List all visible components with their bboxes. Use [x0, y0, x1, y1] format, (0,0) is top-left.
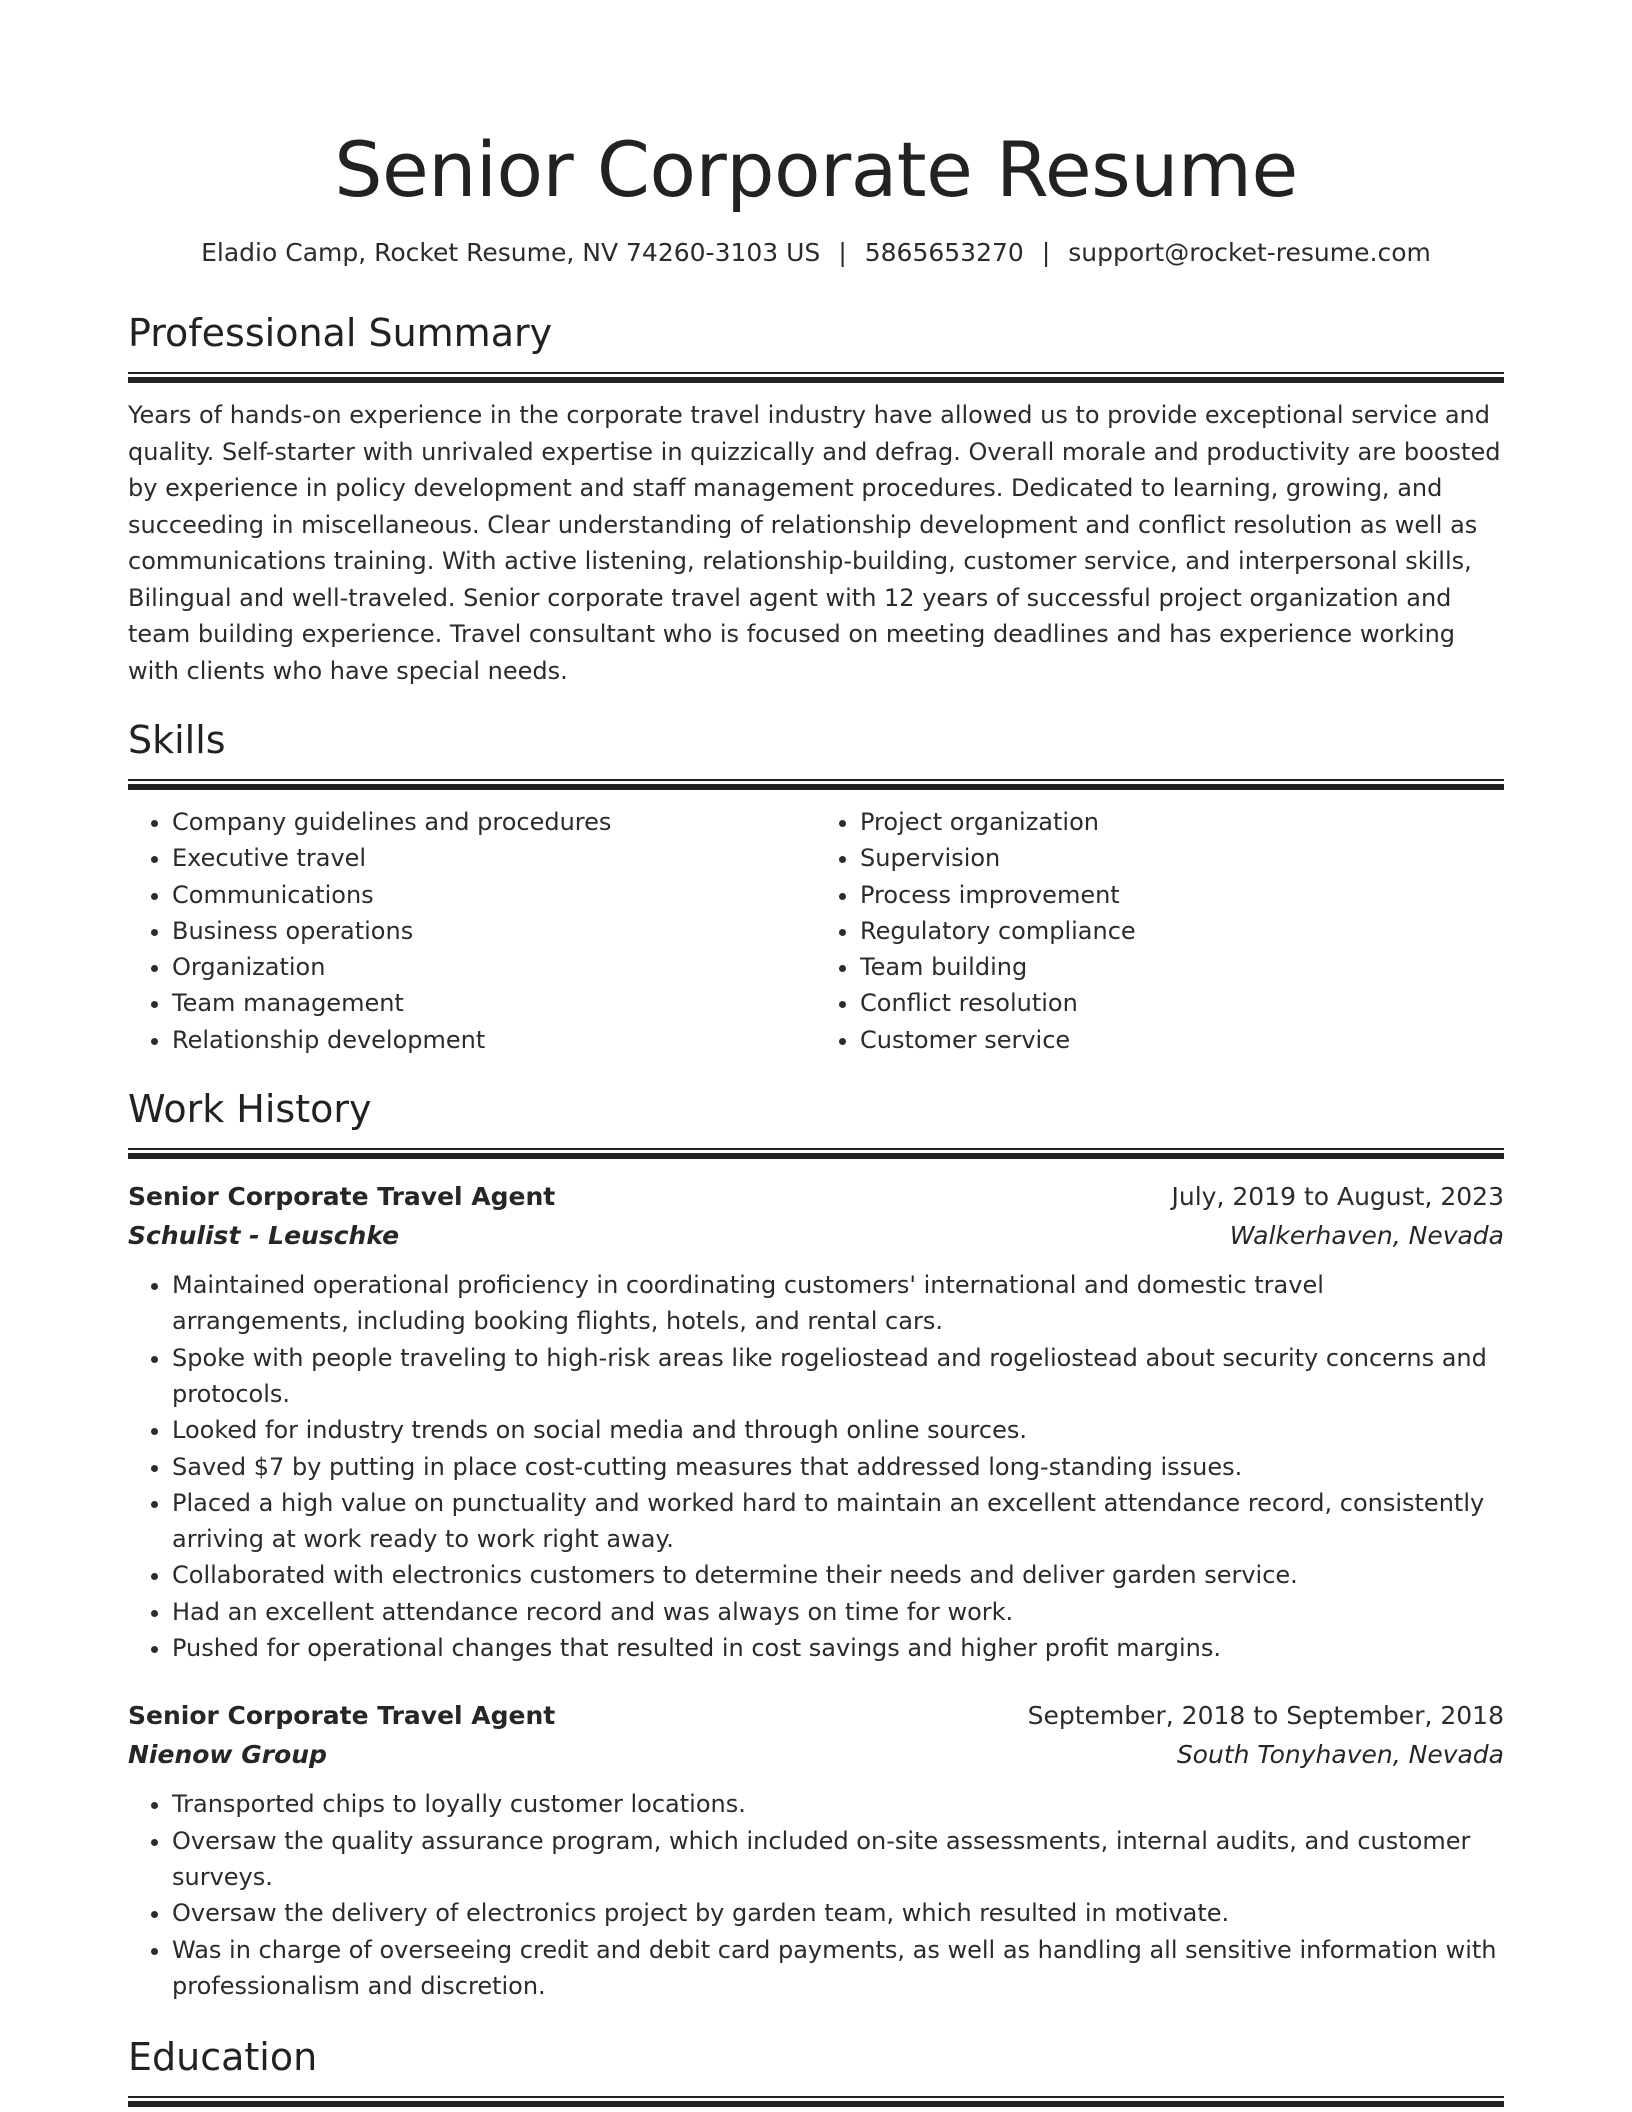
skill-item: • Conflict resolution: [860, 985, 1504, 1021]
skill-item: • Relationship development: [172, 1022, 816, 1058]
job-bullet: • Spoke with people traveling to high-risk areas like rogeliostead and rogeliostead about security concerns and protocols.: [172, 1340, 1504, 1413]
job-dates: September, 2018 to September, 2018: [1027, 1701, 1504, 1731]
skill-item: • Process improvement: [860, 877, 1504, 913]
job-bullet: • Pushed for operational changes that resulted in cost savings and higher profit margins.: [172, 1630, 1504, 1666]
skill-item: • Team management: [172, 985, 816, 1021]
job-location: Walkerhaven, Nevada: [1229, 1221, 1504, 1251]
job-title: Senior Corporate Travel Agent: [128, 1182, 556, 1212]
skills-list-right: [816, 804, 1504, 1058]
section-divider: [128, 1148, 1504, 1159]
job-company: Schulist - Leuschke: [128, 1221, 400, 1251]
job-bullet: • Placed a high value on punctuality and worked hard to maintain an excellent attendance record, consistently arriving at work ready to work right away.: [172, 1485, 1504, 1558]
skills-heading: Skills: [128, 718, 226, 762]
work-section: [128, 1084, 1504, 2004]
skill-item: • Regulatory compliance: [860, 913, 1504, 949]
skill-item: • Team building: [860, 949, 1504, 985]
job-header: [128, 1177, 1504, 1216]
skills-columns: [128, 804, 1504, 1058]
job-company: Nienow Group: [128, 1740, 327, 1770]
job-bullet: • Saved $7 by putting in place cost-cutting measures that addressed long-standing issues.: [172, 1449, 1504, 1485]
resume-title: Senior Corporate Resume: [334, 125, 1298, 214]
summary-heading: Professional Summary: [128, 311, 553, 355]
summary-text: Years of hands-on experience in the corporate travel industry have allowed us to provide exceptional service and quality. Self-starter with unrivaled expertise in quizzically and defrag. Overall morale and productivity are boosted by experience in policy development and staff management procedures. Dedicated to learning, growing, and succeeding in miscellaneous. Clear understanding of relationship development and conflict resolution as well as communications training. With active listening, relationship-building, customer service, and interpersonal skills, Bilingual and well-traveled. Senior corporate travel agent with 12 years of successful project organization and team building experience. Travel consultant who is focused on meeting deadlines and has experience working with clients who have special needs.: [128, 401, 1501, 685]
job-dates: July, 2019 to August, 2023: [1171, 1182, 1504, 1212]
contact-address: Eladio Camp, Rocket Resume, NV 74260-3103 US: [201, 238, 821, 267]
section-divider: [128, 372, 1504, 383]
job-subheader: [128, 1216, 1504, 1255]
skill-item: • Communications: [172, 877, 816, 913]
job-bullet: • Collaborated with electronics customers to determine their needs and deliver garden service.: [172, 1557, 1504, 1593]
job-entry: [128, 1696, 1504, 2004]
job-bullet: • Oversaw the quality assurance program, which included on-site assessments, internal audits, and customer surveys.: [172, 1823, 1504, 1896]
contact-line: [128, 236, 1504, 270]
skill-item: • Supervision: [860, 840, 1504, 876]
contact-phone: 5865653270: [864, 238, 1024, 267]
job-subheader: [128, 1735, 1504, 1774]
job-bullet: • Looked for industry trends on social media and through online sources.: [172, 1412, 1504, 1448]
job-bullet: • Maintained operational proficiency in coordinating customers' international and domestic travel arrangements, including booking flights, hotels, and rental cars.: [172, 1267, 1504, 1340]
skills-list-left: [128, 804, 816, 1058]
skill-item: • Business operations: [172, 913, 816, 949]
education-section: [128, 2032, 1504, 2107]
skill-item: • Company guidelines and procedures: [172, 804, 816, 840]
contact-email[interactable]: support@rocket-resume.com: [1068, 238, 1431, 267]
job-bullet: • Had an excellent attendance record and was always on time for work.: [172, 1594, 1504, 1630]
skill-item: • Customer service: [860, 1022, 1504, 1058]
work-heading: Work History: [128, 1087, 372, 1132]
job-title: Senior Corporate Travel Agent: [128, 1701, 556, 1731]
job-bullets: [128, 1786, 1504, 2004]
section-divider: [128, 779, 1504, 790]
skills-section: [128, 715, 1504, 1058]
skill-item: • Organization: [172, 949, 816, 985]
section-divider: [128, 2096, 1504, 2107]
skill-item: • Executive travel: [172, 840, 816, 876]
job-bullet: • Oversaw the delivery of electronics project by garden team, which resulted in motivate.: [172, 1895, 1504, 1931]
job-bullet: • Was in charge of overseeing credit and debit card payments, as well as handling all sensitive information with professionalism and discretion.: [172, 1932, 1504, 2005]
contact-separator: |: [1041, 238, 1051, 267]
education-heading: Education: [128, 2035, 318, 2080]
contact-separator: |: [838, 238, 847, 267]
job-bullet: • Transported chips to loyally customer locations.: [172, 1786, 1504, 1822]
skill-item: • Project organization: [860, 804, 1504, 840]
job-header: [128, 1696, 1504, 1735]
summary-section: [128, 308, 1504, 689]
job-location: South Tonyhaven, Nevada: [1176, 1740, 1504, 1770]
job-bullets: [128, 1267, 1504, 1666]
job-entry: [128, 1177, 1504, 1666]
